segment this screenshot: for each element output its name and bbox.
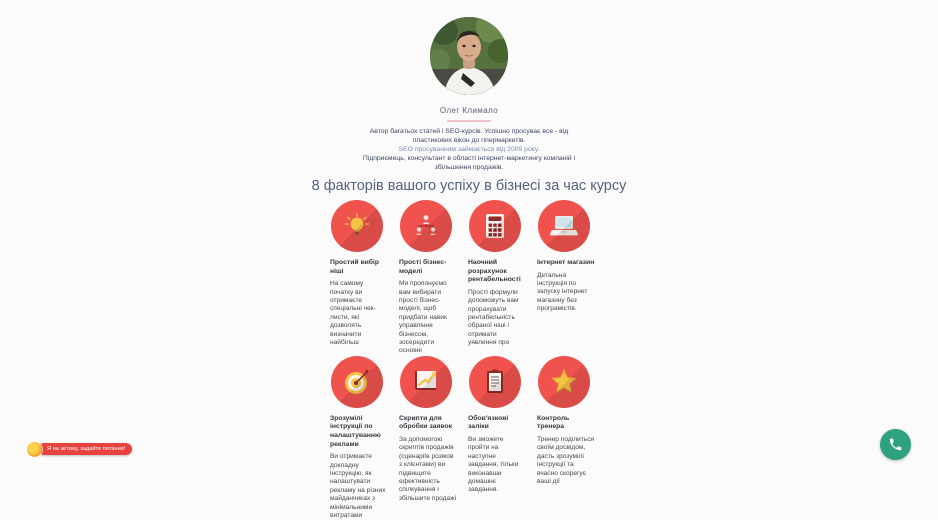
feature-title: Простий вибір ніші (330, 259, 380, 275)
feature-title: Інтернет магазин (537, 259, 595, 266)
feature-circle (400, 356, 452, 408)
feature-simple-niche (330, 200, 388, 356)
bio-line: Підприємець, консультант в області інтернет-маркетингу компаній і (362, 155, 576, 162)
feature-title: Обов'язкові заліки (468, 414, 509, 431)
callback-label[interactable]: Я на зв'язку, задайте питання! (38, 443, 132, 455)
bio-line: пластикових вікон до гіпермаркетів. (412, 137, 526, 144)
feature-circle (331, 356, 383, 408)
feature-circle (469, 356, 521, 408)
callback-widget-icon (27, 442, 42, 457)
lightbulb-icon (344, 213, 370, 239)
feature-text: Детальна інструкція по запуску інтернет магазину без програмістів. (537, 271, 588, 313)
feature-text: Тренер поділиться своїм досвідом, дасть зрозумілі інструкції та вчасно скорегує ваші дії (537, 436, 595, 486)
feature-circle (538, 200, 590, 252)
callback-widget[interactable] (27, 441, 132, 457)
name-divider (447, 120, 491, 122)
growth-chart-icon (413, 369, 439, 395)
bio-line: SEO просуванням займається від 2009 року. (398, 146, 540, 153)
phone-call-button[interactable] (880, 429, 911, 460)
feature-sales-scripts (399, 356, 457, 520)
feature-title: Контроль тренера (537, 414, 570, 431)
phone-icon (888, 437, 903, 452)
feature-circle (469, 200, 521, 252)
feature-text: За допомогою скриптів продажів (сценаріїв розмов з клієнтами) ви підвищите ефективність спілкування і збільшите продажі (399, 436, 457, 502)
feature-text: Ми пропонуємо вам вибирати прості бізнес-моделі, щоб придбати навик управління бізнесом, зосередити основні (399, 280, 447, 355)
feature-profit-calc (468, 200, 526, 356)
feature-online-store (537, 200, 595, 356)
feature-text: Ви отримаєте докладну інструкцію, як налаштувати рекламу на різних майданчиках з мінімальними витратами (330, 453, 386, 520)
feature-title: Скрипти для обробки заявок (399, 414, 452, 431)
bio-line: Автор багатьох статей і SEO-курсів. Успішно просуває все - від (369, 128, 569, 135)
feature-title: Наочний розрахунок рентабельності (468, 259, 521, 284)
laptop-icon (549, 214, 579, 238)
feature-circle (400, 200, 452, 252)
clipboard-icon (485, 369, 505, 395)
feature-title: Прості бізнес-моделі (399, 259, 447, 275)
target-icon (343, 368, 371, 396)
feature-ads-instructions (330, 356, 388, 520)
bio-line: збільшення продажів. (434, 164, 504, 171)
profile-name: Олег Климало (439, 106, 499, 115)
feature-mandatory-tests (468, 356, 526, 520)
features-grid (330, 200, 596, 520)
feature-trainer-control (537, 356, 595, 520)
feature-text: На самому початку ви отримаєте спеціальні чек-листи, які дозволять визначити найбільш (330, 280, 376, 347)
page-title: 8 факторів вашого успіху в бізнесі за час курсу (311, 177, 627, 194)
org-chart-icon (413, 213, 439, 239)
avatar-photo-illustration (430, 17, 508, 95)
feature-text: Прості формули допоможуть вам прорахувати рентабельність обраної ніші і отримати уявлення про (468, 288, 519, 347)
feature-title: Зрозумілі інструкції по налаштуванню реклами (330, 414, 381, 448)
feature-circle (331, 200, 383, 252)
feature-text: Ви зможете пройти на наступне завдання, тільки виконавши домашнє завдання. (468, 436, 519, 494)
star-icon (550, 368, 578, 396)
avatar (430, 17, 508, 95)
feature-business-models (399, 200, 457, 356)
calculator-icon (483, 213, 507, 239)
profile-bio (0, 127, 938, 172)
feature-circle (538, 356, 590, 408)
